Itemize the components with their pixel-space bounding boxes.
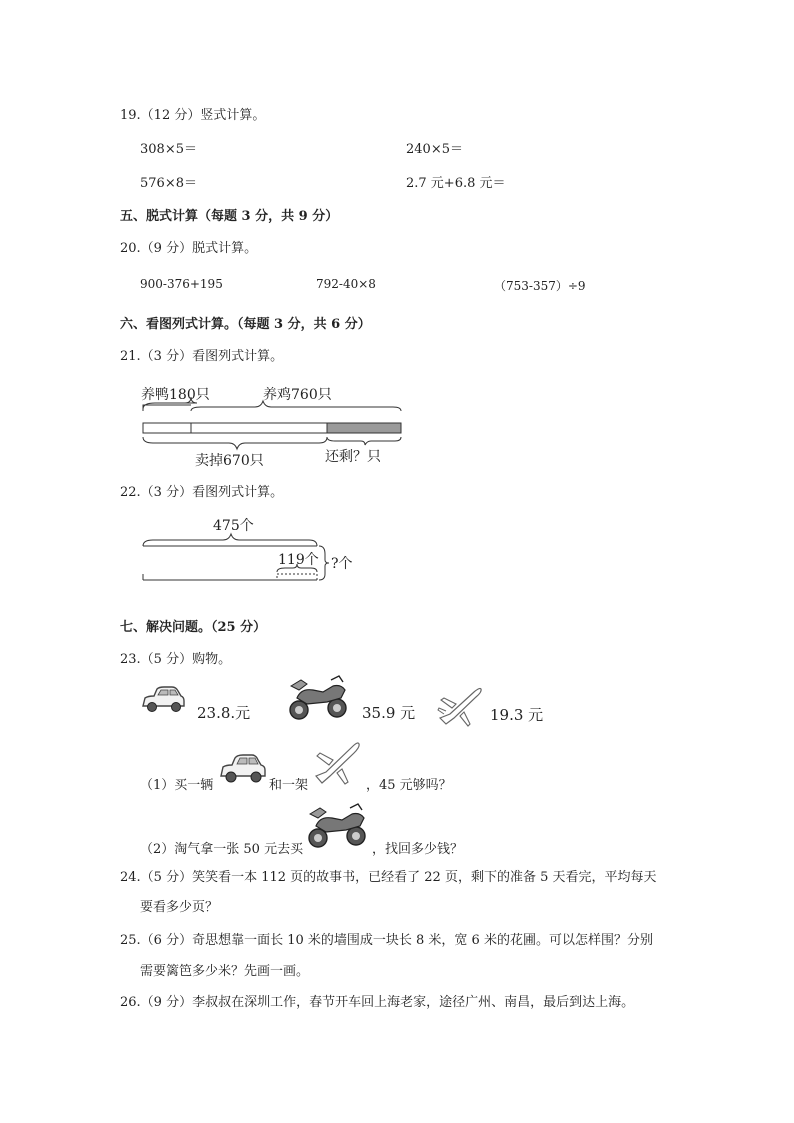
q22-brace-top [143, 534, 317, 546]
q23-sub2-text-b: ，找回多少钱？ [372, 842, 464, 857]
q19-item-1: 308×5＝ [140, 142, 197, 157]
q23-title: 23.（5 分）购物。 [120, 652, 232, 667]
q21-brace-sold [143, 437, 327, 449]
q26-line-1: 26.（9 分）李叔叔在深圳工作，春节开车回上海老家，途径广州、南昌，最后到达上海。 [120, 995, 635, 1010]
airplane-icon [436, 684, 484, 726]
q20-item-3: （753-357）÷9 [494, 279, 586, 293]
q20-title: 20.（9 分）脱式计算。 [120, 241, 258, 256]
q23-sub1-text-a: （1）买一辆 [140, 778, 214, 793]
q25-line-1: 25.（6 分）奇思想靠一面长 10 米的墙围成一块长 8 米，宽 6 米的花圃。可以怎样围？分别 [120, 933, 653, 948]
q23-sub2-text-a: （2）淘气拿一张 50 元去买 [140, 842, 304, 857]
q22-dashed-extension [277, 574, 317, 580]
q19-item-4: 2.7 元+6.8 元＝ [406, 176, 506, 191]
q19-title: 19.（12 分）竖式计算。 [120, 108, 266, 123]
car-icon [218, 752, 268, 788]
q22-label-small: 119个 [278, 552, 319, 568]
section-7-heading: 七、解决问题。（25 分） [120, 620, 267, 635]
q22-segment-diagram [135, 512, 365, 592]
q21-bar-remaining [327, 423, 401, 433]
q19-item-2: 240×5＝ [406, 142, 463, 157]
q22-label-top: 475个 [213, 518, 254, 534]
q23-price-motorcycle: 35.9 元 [362, 704, 416, 722]
q22-brace-right [319, 546, 329, 580]
q20-item-1: 900-376+195 [140, 277, 223, 291]
q21-title: 21.（3 分）看图列式计算。 [120, 349, 284, 364]
q23-price-plane: 19.3 元 [490, 706, 544, 724]
q23-price-car: 23.8.元 [197, 704, 251, 722]
q23-sub1-text-c: ，45 元够吗？ [366, 778, 452, 793]
q22-title: 22.（3 分）看图列式计算。 [120, 485, 284, 500]
q20-item-2: 792-40×8 [316, 277, 376, 291]
motorcycle-icon [306, 800, 370, 850]
q21-label-chickens: 养鸡760只 [263, 387, 332, 403]
q24-line-1: 24.（5 分）笑笑看一本 112 页的故事书，已经看了 22 页，剩下的准备 5 天看完，平均每天 [120, 870, 657, 885]
q21-segment-diagram [135, 385, 415, 475]
q21-label-ducks: 养鸭180只 [141, 387, 210, 403]
q19-item-3: 576×8＝ [140, 176, 197, 191]
q21-label-left: 还剩？只 [325, 449, 381, 465]
q25-line-2: 需要篱笆多少米？先画一画。 [140, 964, 310, 979]
car-icon [140, 684, 186, 716]
section-6-heading: 六、看图列式计算。（每题 3 分，共 6 分） [120, 317, 371, 332]
q24-line-2: 要看多少页？ [140, 900, 219, 915]
motorcycle-icon [287, 672, 351, 722]
q21-brace-ducks-line [143, 405, 191, 411]
q22-label-total: ?个 [331, 556, 353, 572]
q23-sub1-text-b: 和一架 [269, 778, 309, 793]
q21-label-sold: 卖掉670只 [195, 453, 264, 469]
section-5-heading: 五、脱式计算（每题 3 分，共 9 分） [120, 209, 339, 224]
q21-brace-remaining [327, 437, 401, 445]
airplane-icon [312, 738, 362, 786]
